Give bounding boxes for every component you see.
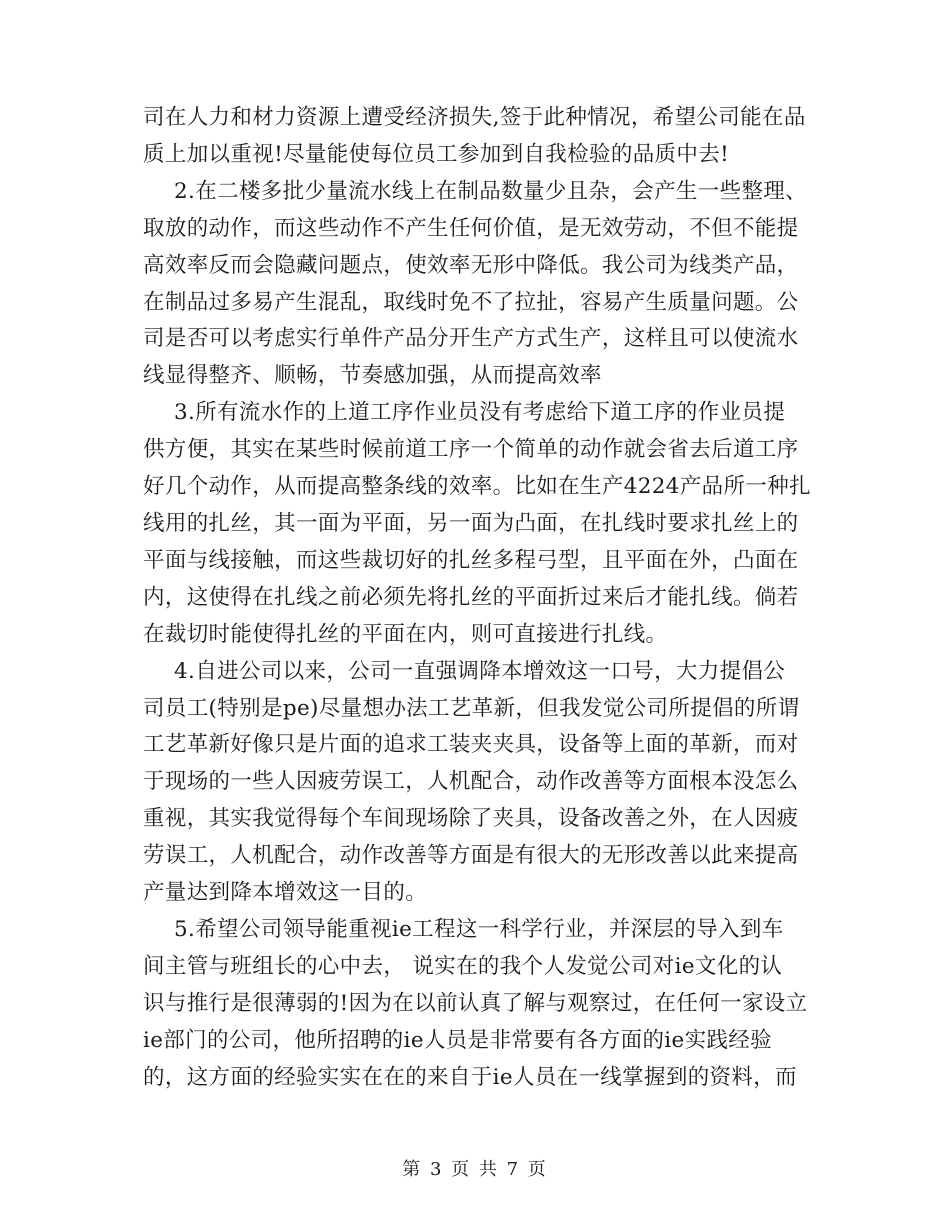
page-number-footer: 第 3 页 共 7 页 bbox=[402, 1159, 548, 1180]
text-line: 取放的动作，而这些动作不产生任何价值，是无效劳动，不但不能提 bbox=[143, 215, 799, 241]
text-line: 在裁切时能使得扎丝的平面在内，则可直接进行扎线。 bbox=[143, 621, 668, 647]
text-line: 内，这使得在扎线之前必须先将扎丝的平面折过来后才能扎线。倘若 bbox=[143, 584, 799, 610]
document-body bbox=[143, 100, 811, 1096]
paragraph-item-2 bbox=[143, 174, 811, 395]
text-line: 4.自进公司以来，公司一直强调降本增效这一口号，大力提倡公 bbox=[174, 658, 786, 684]
text-line: 质上加以重视!尽量能使每位员工参加到自我检验的品质中去! bbox=[143, 141, 730, 167]
text-line: 的，这方面的经验实实在在的来自于ie人员在一线掌握到的资料，而 bbox=[143, 1064, 797, 1090]
text-line: 在制品过多易产生混乱，取线时免不了拉扯，容易产生质量问题。公 bbox=[143, 289, 799, 315]
text-line: 劳误工，人机配合，动作改善等方面是有很大的无形改善以此来提高 bbox=[143, 843, 799, 869]
paragraph-item-5 bbox=[143, 912, 811, 1097]
text-line: ie部门的公司，他所招聘的ie人员是非常要有各方面的ie实践经验 bbox=[143, 1027, 773, 1053]
paragraph-item-3 bbox=[143, 395, 811, 653]
paragraph-continuation bbox=[143, 100, 811, 174]
text-line: 司在人力和材力资源上遭受经济损失,签于此种情况，希望公司能在品 bbox=[143, 105, 806, 130]
paragraph-item-4 bbox=[143, 654, 811, 912]
text-line: 线用的扎丝，其一面为平面，另一面为凸面，在扎线时要求扎丝上的 bbox=[143, 510, 799, 536]
text-line: 司员工(特别是pe)尽量想办法工艺革新，但我发觉公司所提倡的所谓 bbox=[143, 695, 800, 721]
text-line: 工艺革新好像只是片面的追求工装夹夹具，设备等上面的革新，而对 bbox=[143, 732, 799, 758]
text-line: 好几个动作，从而提高整条线的效率。比如在生产4224产品所一种扎 bbox=[143, 474, 811, 500]
text-line: 司是否可以考虑实行单件产品分开生产方式生产，这样且可以使流水 bbox=[143, 326, 799, 352]
text-line: 产量达到降本增效这一目的。 bbox=[143, 880, 428, 906]
text-line: 供方便，其实在某些时候前道工序一个简单的动作就会省去后道工序 bbox=[143, 437, 799, 463]
text-line: 2.在二楼多批少量流水线上在制品数量少且杂，会产生一些整理、 bbox=[174, 178, 808, 204]
text-line: 平面与线接触，而这些裁切好的扎丝多程弓型，且平面在外，凸面在 bbox=[143, 547, 799, 573]
text-line: 高效率反而会隐藏问题点，使效率无形中降低。我公司为线类产品， bbox=[143, 252, 799, 278]
text-line: 线显得整齐、顺畅，节奏感加强，从而提高效率 bbox=[143, 363, 602, 389]
text-line: 5.希望公司领导能重视ie工程这一科学行业，并深层的导入到车 bbox=[174, 916, 784, 942]
text-line: 重视，其实我觉得每个车间现场除了夹具，设备改善之外，在人因疲 bbox=[143, 806, 799, 832]
text-line: 识与推行是很薄弱的!因为在以前认真了解与观察过，在任何一家设立 bbox=[143, 990, 808, 1016]
text-line: 间主管与班组长的心中去， 说实在的我个人发觉公司对ie文化的认 bbox=[143, 953, 783, 979]
text-line: 3.所有流水作的上道工序作业员没有考虑给下道工序的作业员提 bbox=[174, 400, 786, 426]
text-line: 于现场的一些人因疲劳误工，人机配合，动作改善等方面根本没怎么 bbox=[143, 769, 799, 795]
